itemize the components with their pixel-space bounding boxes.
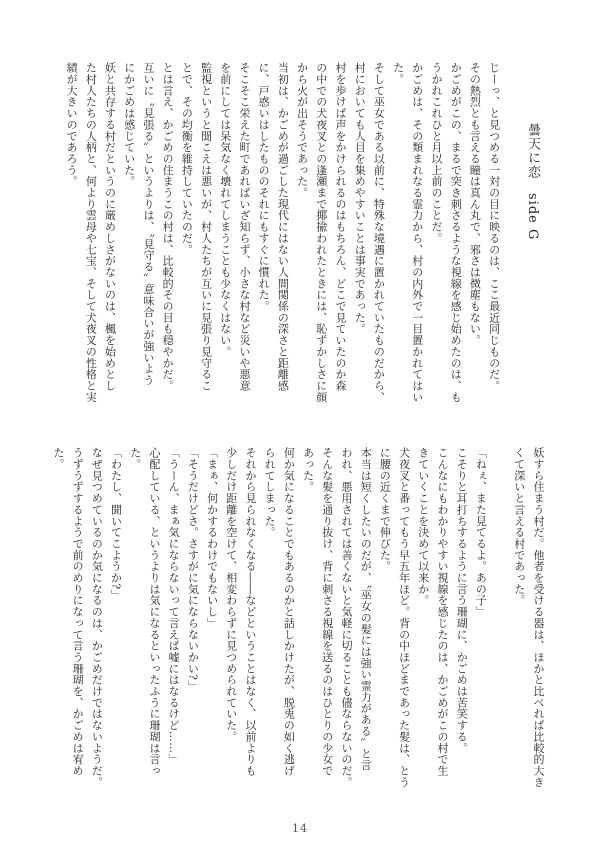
text-line: た村人たちの人柄と、何より雲母や七宝、そして犬夜叉の性格と実 [84, 62, 98, 403]
text-line: 互いに〝見張る〟というよりは、〝見守る〟意味合いが強いよう [141, 62, 155, 386]
text-line: その熱烈とも言える瞳は真ん丸で、邪さは微塵もない。 [468, 62, 482, 346]
text-line: た。 [128, 447, 142, 470]
text-line: から火が出そうであった。 [295, 62, 309, 199]
text-line: 何か気になることでもあるのかと話しかけたが、脱兎の如く逃げ [282, 447, 296, 777]
text-line: に、戸惑いはしたもののそれにもすぐに慣れた。 [257, 62, 271, 312]
text-line: にかごめは感じていた。 [122, 62, 136, 187]
text-line: あった。 [301, 447, 315, 493]
text-line: 村においても人目を集めやすいことは事実であった。 [353, 62, 367, 335]
text-line: そこそこ栄えた町であればいざ知らず、小さな村など災いや悪意 [237, 62, 251, 392]
text-line: 当初は、かごめが過ごした現代にはない人間関係の深さと距離感 [276, 62, 290, 392]
text-line: われ、悪用されては善くないと気軽に切ることも儘ならないのだ。 [339, 447, 353, 788]
text-line: を前にしては呆気なく壊れてしまうことも少なくはない。 [218, 62, 232, 358]
text-line: 「まぁ、何かするわけでもないし」 [205, 447, 219, 629]
title-spacer [504, 62, 523, 404]
text-line: 村を歩けば声をかけられるのはもちろん、どこで見ていたのか森 [333, 62, 347, 392]
text-line: た。 [51, 447, 65, 470]
text-line: られてしまった。 [263, 447, 277, 538]
text-line: 犬夜叉と番ってもう早五年ほど。背の中ほどまであった髪は、とう [397, 447, 411, 788]
text-line: かごめがこの、まるで突き刺さるような視線を感じ始めたのは、も [449, 62, 463, 403]
text-line: なぜ見つめているのか気になるのは、かごめだけではないようだ。 [90, 447, 104, 788]
text-line: こそりと耳打ちするように言う珊瑚に、かごめは苦笑する。 [455, 447, 469, 754]
story-title: 曇天に恋 side G [525, 123, 540, 241]
text-line: とは言え、かごめの住まうこの村は、比較的その目も穏やかだ。 [161, 62, 175, 392]
text-line: じーっ、と見つめる一対の目に映るのは、ここ最近同じものだ。 [487, 62, 501, 392]
text-line: た。 [391, 62, 405, 85]
page-number: 14 [292, 822, 308, 835]
blank-line [490, 447, 509, 789]
text-line: 心配している、というよりは気になるといったふうに珊瑚は言っ [147, 447, 161, 777]
text-line: うかれこれひと月以上前のことだ。 [430, 62, 443, 244]
text-line: 績が大きいのであろう。 [65, 62, 79, 187]
text-line: きていくことを決めて以来か。 [416, 447, 430, 606]
text-line: そんな髪を通り抜け、背に刺さる視線を送るのはひとりの少女で [320, 447, 334, 777]
text-band-bottom [49, 447, 548, 789]
text-line: かごめは、その類まれなる霊力から、村の内外で一目置かれてはい [410, 62, 424, 403]
text-line: こんなにもわかりやすい視線を感じたのは、かごめがこの村で生 [436, 447, 449, 777]
text-band-top [62, 62, 542, 404]
text-line: 妖と共存する村だというのに厳めしさがないのは、楓を始めとし [103, 62, 117, 392]
text-line: 少しだけ距離を空けて、相変わらずに見つめられていた。 [224, 447, 238, 743]
text-line: とで、その均衡を維持していたのだ。 [180, 62, 194, 255]
text-line: 本当は短くしたいのだが、〝巫女の髪には強い霊力がある〟と言 [359, 447, 373, 771]
text-line: 「うーん、まぁ気にならないって言えば嘘にはなるけど……」 [167, 447, 181, 765]
text-line: 「わたし、聞いてこようか?」 [109, 447, 123, 601]
text-line: それから見られなくなる――などということはなく、以前よりも [243, 447, 257, 777]
text-line: の中での犬夜叉との逢瀬まで揶揄われたときには、恥ずかしさに顔 [314, 62, 328, 403]
text-line: 妖すら住まう村だ。他者を受ける器は、ほかと比べれば比較的大き [532, 447, 545, 788]
text-line: 監視というと聞こえは悪いが、村人たちが互いに見張り見守るこ [199, 62, 213, 392]
text-line: 「そうだけどさ。さすがに気にならないかい?」 [186, 447, 200, 692]
text-line: くて深いと言える村であった。 [512, 447, 526, 606]
text-line: うずうずするようで前のめりになって言う珊瑚を、かごめは宥め [71, 447, 85, 777]
text-line: そして巫女である以前に、特殊な境遇に置かれていたものだから、 [372, 62, 386, 403]
text-line: 「ねぇ、また見てるよ。あの子」 [474, 447, 488, 618]
text-line: に腰の近くまで伸びた。 [378, 447, 392, 572]
